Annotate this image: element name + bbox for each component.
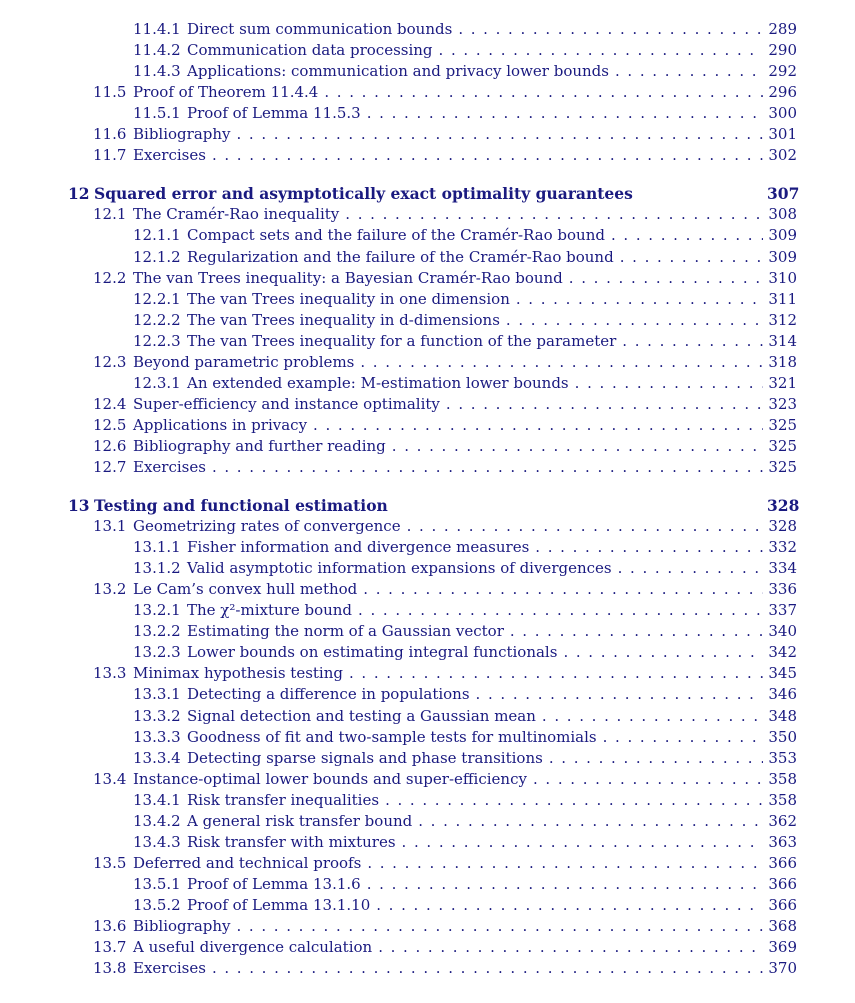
toc-entry-number: 13.5 [93, 854, 127, 872]
toc-entry-title: Le Cam’s convex hull method [133, 580, 358, 598]
toc-entry-title: Goodness of fit and two-sample tests for multinomials [187, 728, 597, 746]
toc-entry-page-number: 325 [768, 458, 797, 476]
toc-dot-leader [349, 663, 763, 684]
toc-subsection-entry[interactable] [133, 225, 797, 246]
toc-section-entry[interactable] [93, 937, 797, 958]
toc-entry-title: The van Trees inequality in d-dimensions [187, 311, 500, 329]
toc-subsection-entry[interactable] [133, 247, 797, 268]
toc-subsection-entry[interactable] [133, 895, 797, 916]
toc-entry-number: 13.4.3 [133, 833, 181, 851]
toc-subsection-entry[interactable] [133, 373, 797, 394]
toc-entry-page-number: 369 [768, 938, 797, 956]
toc-dot-leader [622, 331, 763, 352]
toc-entry-number: 11.6 [93, 125, 127, 143]
toc-subsection-entry[interactable] [133, 40, 797, 61]
toc-subsection-entry[interactable] [133, 310, 797, 331]
toc-entry-title: Proof of Lemma 11.5.3 [187, 104, 361, 122]
toc-entry-page-number: 345 [768, 664, 797, 682]
toc-entry-number: 12.4 [93, 395, 127, 413]
toc-entry-title: Applications in privacy [133, 416, 308, 434]
toc-entry-title: A general risk transfer bound [187, 812, 413, 830]
toc-section-entry[interactable] [93, 516, 797, 537]
toc-entry-page-number: 342 [768, 643, 797, 661]
toc-entry-page-number: 312 [768, 311, 797, 329]
toc-entry-page-number: 296 [768, 83, 797, 101]
toc-entry-title: The Cramér-Rao inequality [133, 205, 340, 223]
toc-entry-page-number: 310 [768, 269, 797, 287]
toc-dot-leader [615, 61, 763, 82]
toc-entry-number: 13.2.2 [133, 622, 181, 640]
toc-entry-title: Risk transfer inequalities [187, 791, 380, 809]
toc-dot-leader [516, 289, 763, 310]
toc-entry-title: The van Trees inequality: a Bayesian Cramér-Rao bound [133, 269, 563, 287]
toc-entry-number: 13.4.2 [133, 812, 181, 830]
toc-entry-number: 13.4.1 [133, 791, 181, 809]
toc-dot-leader [533, 769, 763, 790]
toc-entry-page-number: 301 [768, 125, 797, 143]
toc-entry-page-number: 366 [768, 896, 797, 914]
toc-entry-title: Communication data processing [187, 41, 433, 59]
toc-entry-number: 13.3.4 [133, 749, 181, 767]
toc-entry-title: The van Trees inequality in one dimension [187, 290, 510, 308]
toc-entry-title: Proof of Lemma 13.1.6 [187, 875, 361, 893]
toc-subsection-entry[interactable] [133, 600, 797, 621]
toc-section-entry[interactable] [93, 268, 797, 289]
toc-entry-page-number: 337 [768, 601, 797, 619]
toc-entry-title: Proof of Lemma 13.1.10 [187, 896, 371, 914]
toc-entry-title: Bibliography [133, 125, 231, 143]
toc-subsection-entry[interactable] [133, 558, 797, 579]
toc-entry-number: 12.6 [93, 437, 127, 455]
toc-subsection-entry[interactable] [133, 621, 797, 642]
toc-entry-page-number: 300 [768, 104, 797, 122]
toc-section-entry[interactable] [93, 457, 797, 478]
toc-entry-number: 11.5.1 [133, 104, 181, 122]
toc-dot-leader [439, 40, 763, 61]
toc-dot-leader [212, 958, 763, 979]
toc-entry-title: Detecting sparse signals and phase transitions [187, 749, 543, 767]
toc-entry-number: 13.5.1 [133, 875, 181, 893]
toc-subsection-entry[interactable] [133, 727, 797, 748]
toc-subsection-entry[interactable] [133, 706, 797, 727]
toc-dot-leader [618, 558, 763, 579]
toc-subsection-entry[interactable] [133, 331, 797, 352]
toc-entry-page-number: 366 [768, 875, 797, 893]
toc-entry-title: An extended example: M-estimation lower bounds [187, 374, 569, 392]
toc-entry-number: 11.7 [93, 146, 127, 164]
toc-dot-leader [603, 727, 763, 748]
toc-entry-number: 13.1.1 [133, 538, 181, 556]
toc-chapter-entry[interactable] [68, 495, 800, 516]
toc-entry-title: The van Trees inequality for a function of the parameter [187, 332, 617, 350]
toc-entry-number: 13.1.2 [133, 559, 181, 577]
toc-entry-title: Exercises [133, 458, 206, 476]
toc-entry-number: 12.5 [93, 416, 127, 434]
toc-dot-leader [378, 937, 763, 958]
toc-entry-page-number: 346 [768, 685, 797, 703]
toc-dot-leader [212, 457, 763, 478]
toc-entry-number: 11.4.3 [133, 62, 181, 80]
toc-entry-page-number: 318 [768, 353, 797, 371]
toc-subsection-entry[interactable] [133, 289, 797, 310]
toc-dot-leader [313, 415, 763, 436]
toc-subsection-entry[interactable] [133, 61, 797, 82]
toc-entry-number: 13.3.2 [133, 707, 181, 725]
toc-dot-leader [575, 373, 763, 394]
toc-entry-page-number: 332 [768, 538, 797, 556]
toc-dot-leader [549, 748, 763, 769]
toc-entry-number: 13.7 [93, 938, 127, 956]
toc-entry-page-number: 350 [768, 728, 797, 746]
toc-section-entry[interactable] [93, 394, 797, 415]
toc-dot-leader [418, 811, 763, 832]
toc-entry-page-number: 321 [768, 374, 797, 392]
toc-entry-title: Exercises [133, 146, 206, 164]
toc-entry-page-number: 362 [768, 812, 797, 830]
toc-dot-leader [367, 103, 763, 124]
toc-entry-title: Risk transfer with mixtures [187, 833, 396, 851]
toc-entry-number: 13.5.2 [133, 896, 181, 914]
toc-entry-page-number: 363 [768, 833, 797, 851]
toc-section-entry[interactable] [93, 204, 797, 225]
toc-entry-page-number: 323 [768, 395, 797, 413]
toc-entry-number: 13.4 [93, 770, 127, 788]
toc-entry-title: Signal detection and testing a Gaussian mean [187, 707, 536, 725]
toc-section-entry[interactable] [93, 352, 797, 373]
toc-section-entry[interactable] [93, 916, 797, 937]
toc-entry-number: 13 [68, 496, 90, 515]
toc-entry-title: A useful divergence calculation [133, 938, 373, 956]
toc-entry-page-number: 325 [768, 416, 797, 434]
toc-entry-title: Super-efficiency and instance optimality [133, 395, 440, 413]
toc-entry-number: 12.1.1 [133, 226, 181, 244]
toc-entry-page-number: 292 [768, 62, 797, 80]
toc-section-entry[interactable] [93, 145, 797, 166]
toc-entry-number: 13.3.1 [133, 685, 181, 703]
toc-entry-title: Valid asymptotic information expansions of divergences [187, 559, 612, 577]
toc-dot-leader [569, 268, 763, 289]
toc-entry-page-number: 308 [768, 205, 797, 223]
toc-dot-leader [237, 124, 764, 145]
toc-dot-leader [392, 436, 763, 457]
toc-subsection-entry[interactable] [133, 790, 797, 811]
toc-entry-page-number: 314 [768, 332, 797, 350]
toc-chapter-entry[interactable] [68, 183, 800, 204]
toc-dot-leader [385, 790, 763, 811]
toc-entry-number: 13.8 [93, 959, 127, 977]
toc-entry-page-number: 348 [768, 707, 797, 725]
toc-entry-title: Fisher information and divergence measures [187, 538, 530, 556]
toc-entry-page-number: 307 [767, 184, 800, 203]
toc-entry-title: Compact sets and the failure of the Cramér-Rao bound [187, 226, 605, 244]
toc-subsection-entry[interactable] [133, 684, 797, 705]
toc-section-entry[interactable] [93, 769, 797, 790]
toc-dot-leader [324, 82, 763, 103]
toc-entry-title: Detecting a difference in populations [187, 685, 470, 703]
toc-entry-page-number: 358 [768, 770, 797, 788]
toc-section-entry[interactable] [93, 415, 797, 436]
toc-subsection-entry[interactable] [133, 832, 797, 853]
toc-entry-title: Exercises [133, 959, 206, 977]
toc-entry-page-number: 366 [768, 854, 797, 872]
toc-entry-title: Bibliography and further reading [133, 437, 386, 455]
toc-dot-leader [542, 706, 763, 727]
toc-subsection-entry[interactable] [133, 19, 797, 40]
toc-entry-number: 13.3.3 [133, 728, 181, 746]
toc-entry-page-number: 353 [768, 749, 797, 767]
toc-entry-page-number: 370 [768, 959, 797, 977]
toc-entry-number: 12.3 [93, 353, 127, 371]
toc-entry-number: 12 [68, 184, 90, 203]
toc-entry-number: 12.2.3 [133, 332, 181, 350]
toc-dot-leader [402, 832, 763, 853]
toc-entry-title: The χ²-mixture bound [187, 601, 353, 619]
toc-entry-page-number: 309 [768, 226, 797, 244]
toc-dot-leader [237, 916, 764, 937]
toc-entry-number: 11.4.2 [133, 41, 181, 59]
toc-entry-number: 13.1 [93, 517, 127, 535]
toc-dot-leader [345, 204, 763, 225]
toc-entry-number: 13.2 [93, 580, 127, 598]
toc-dot-leader [376, 895, 763, 916]
toc-entry-page-number: 340 [768, 622, 797, 640]
toc-entry-title: Deferred and technical proofs [133, 854, 362, 872]
toc-entry-number: 12.2.2 [133, 311, 181, 329]
toc-entry-number: 12.1.2 [133, 248, 181, 266]
toc-section-entry[interactable] [93, 853, 797, 874]
toc-entry-title: Geometrizing rates of convergence [133, 517, 401, 535]
toc-entry-number: 12.2 [93, 269, 127, 287]
toc-dot-leader [476, 684, 763, 705]
toc-entry-number: 12.7 [93, 458, 127, 476]
toc-entry-number: 12.3.1 [133, 374, 181, 392]
toc-entry-number: 13.6 [93, 917, 127, 935]
toc-dot-leader [620, 247, 763, 268]
toc-dot-leader [360, 352, 763, 373]
toc-entry-title: Beyond parametric problems [133, 353, 355, 371]
toc-dot-leader [535, 537, 763, 558]
toc-subsection-entry[interactable] [133, 811, 797, 832]
toc-dot-leader [212, 145, 763, 166]
toc-entry-page-number: 309 [768, 248, 797, 266]
toc-dot-leader [506, 310, 763, 331]
toc-dot-leader [510, 621, 763, 642]
toc-entry-title: Minimax hypothesis testing [133, 664, 343, 682]
toc-section-entry[interactable] [93, 436, 797, 457]
toc-subsection-entry[interactable] [133, 537, 797, 558]
toc-section-entry[interactable] [93, 579, 797, 600]
toc-entry-page-number: 289 [768, 20, 797, 38]
toc-entry-number: 12.2.1 [133, 290, 181, 308]
toc-entry-page-number: 336 [768, 580, 797, 598]
toc-entry-title: Regularization and the failure of the Cramér-Rao bound [187, 248, 614, 266]
toc-entry-number: 13.2.3 [133, 643, 181, 661]
toc-section-entry[interactable] [93, 124, 797, 145]
toc-dot-leader [446, 394, 763, 415]
toc-entry-page-number: 328 [768, 517, 797, 535]
toc-section-entry[interactable] [93, 958, 797, 979]
toc-entry-number: 11.5 [93, 83, 127, 101]
toc-entry-title: Lower bounds on estimating integral functionals [187, 643, 558, 661]
toc-entry-page-number: 358 [768, 791, 797, 809]
toc-section-entry[interactable] [93, 82, 797, 103]
toc-subsection-entry[interactable] [133, 642, 797, 663]
toc-dot-leader [458, 19, 763, 40]
toc-dot-leader [367, 853, 763, 874]
toc-entry-number: 13.2.1 [133, 601, 181, 619]
toc-entry-page-number: 328 [767, 496, 800, 515]
toc-section-entry[interactable] [93, 663, 797, 684]
toc-dot-leader [407, 516, 763, 537]
toc-entry-title: Testing and functional estimation [94, 496, 388, 515]
toc-entry-title: Bibliography [133, 917, 231, 935]
toc-entry-number: 12.1 [93, 205, 127, 223]
toc-entry-title: Squared error and asymptotically exact optimality guarantees [94, 184, 633, 203]
toc-subsection-entry[interactable] [133, 748, 797, 769]
toc-entry-title: Estimating the norm of a Gaussian vector [187, 622, 504, 640]
toc-entry-page-number: 290 [768, 41, 797, 59]
toc-dot-leader [611, 225, 763, 246]
toc-entry-page-number: 368 [768, 917, 797, 935]
toc-entry-page-number: 334 [768, 559, 797, 577]
toc-dot-leader [363, 579, 763, 600]
toc-subsection-entry[interactable] [133, 874, 797, 895]
toc-dot-leader [358, 600, 763, 621]
toc-entry-page-number: 311 [768, 290, 797, 308]
toc-dot-leader [563, 642, 763, 663]
toc-entry-title: Applications: communication and privacy lower bounds [187, 62, 609, 80]
toc-entry-number: 11.4.1 [133, 20, 181, 38]
toc-entry-number: 13.3 [93, 664, 127, 682]
toc-entry-title: Direct sum communication bounds [187, 20, 453, 38]
toc-entry-page-number: 325 [768, 437, 797, 455]
toc-entry-title: Instance-optimal lower bounds and super-efficiency [133, 770, 527, 788]
toc-entry-page-number: 302 [768, 146, 797, 164]
toc-entry-title: Proof of Theorem 11.4.4 [133, 83, 319, 101]
toc-dot-leader [367, 874, 763, 895]
toc-subsection-entry[interactable] [133, 103, 797, 124]
